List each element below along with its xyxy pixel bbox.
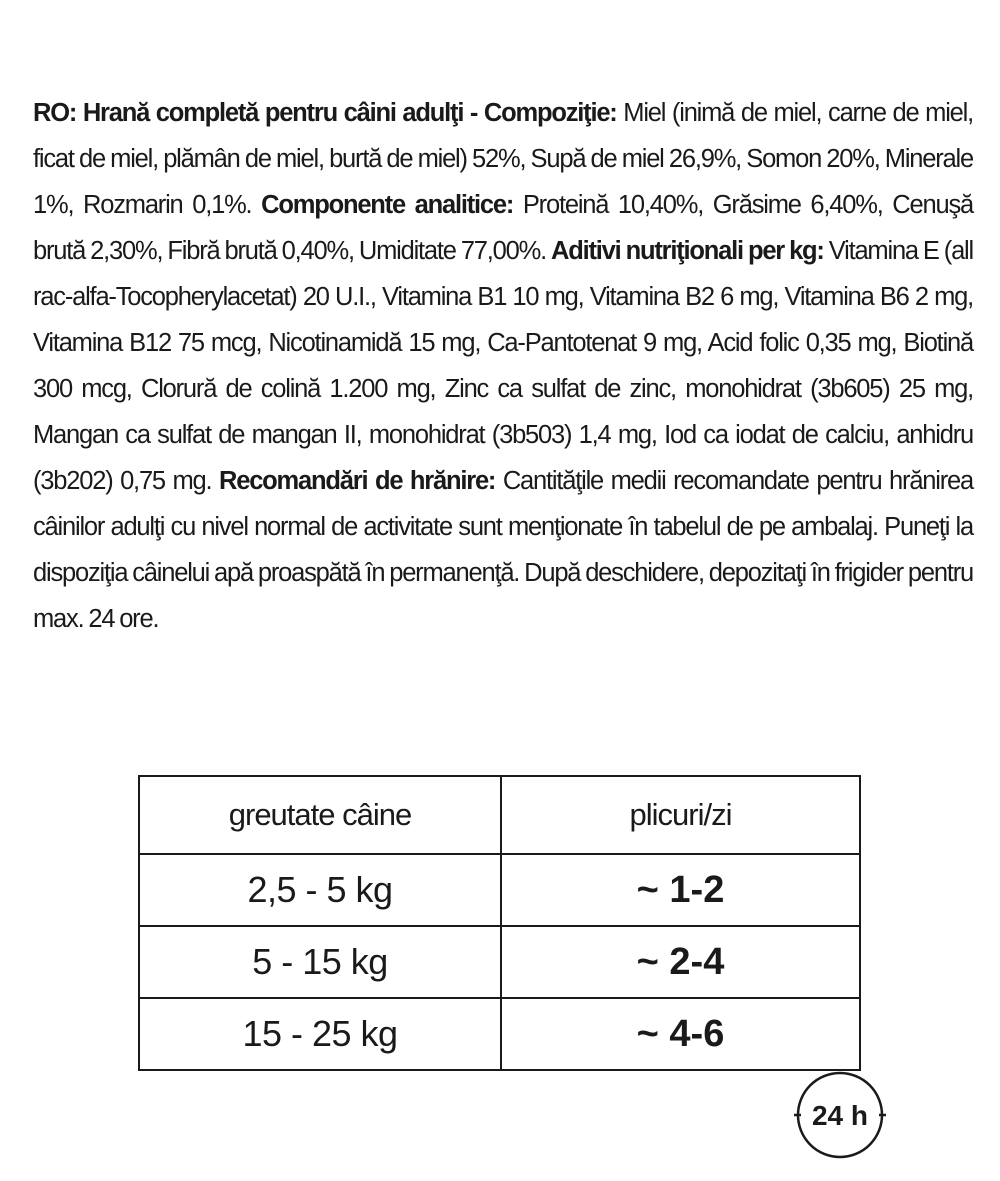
servings-cell: ~ 2-4 (501, 926, 860, 998)
table-row (139, 926, 860, 998)
table-row (139, 998, 860, 1070)
servings-cell: ~ 4-6 (501, 998, 860, 1070)
feeding-table (138, 775, 861, 1071)
analytical-heading: Componente analitice: (261, 191, 514, 219)
refrigeration-time-icon (794, 1069, 886, 1161)
composition-text: Miel (inimă de miel, carne de miel, ficat de miel, plămân de miel, burtă de miel) 52%, Supă de miel 26,9%, Somon 20%, Minerale 1%, Rozmarin 0,1%. (33, 99, 973, 219)
ingredients-paragraph (33, 90, 973, 642)
feeding-text: Cantităţile medii recomandate pentru hrănirea câinilor adulţi cu nivel normal de activitate sunt menţionate în tabelul de pe ambalaj. Puneţi la dispoziţia câinelui apă proaspătă în permanenţă. După deschidere, depozitaţi în frigider pentru max. 24 ore. (33, 467, 973, 633)
servings-column-header: plicuri/zi (501, 776, 860, 854)
feeding-heading: Recomandări de hrănire: (219, 467, 496, 495)
table-row (139, 854, 860, 926)
weight-cell: 2,5 - 5 kg (139, 854, 501, 926)
composition-heading: RO: Hrană completă pentru câini adulţi - Compoziţie: (33, 99, 617, 127)
analytical-text: Proteină 10,40%, Grăsime 6,40%, Cenuşă brută 2,30%, Fibră brută 0,40%, Umiditate 77,00%. (33, 191, 973, 265)
additives-text: Vitamina E (all rac-alfa-Tocopherylacetat) 20 U.I., Vitamina B1 10 mg, Vitamina B2 6 mg, Vitamina B6 2 mg, Vitamina B12 75 mcg, Nicotinamidă 15 mg, Ca-Pantotenat 9 mg, Acid folic 0,35 mg, Biotină 300 mcg, Clorură de colină 1.200 mg, Zinc ca sulfat de zinc, monohidrat (3b605) 25 mg, Mangan ca sulfat de mangan II, monohidrat (3b503) 1,4 mg, Iod ca iodat de calciu, anhidru (3b202) 0,75 mg. (33, 237, 973, 495)
weight-cell: 15 - 25 kg (139, 998, 501, 1070)
badge-text: 24 h (811, 1100, 869, 1131)
weight-column-header: greutate câine (139, 776, 501, 854)
table-header-row (139, 776, 860, 854)
servings-cell: ~ 1-2 (501, 854, 860, 926)
weight-cell: 5 - 15 kg (139, 926, 501, 998)
additives-heading: Aditivi nutriţionali per kg: (551, 237, 824, 265)
